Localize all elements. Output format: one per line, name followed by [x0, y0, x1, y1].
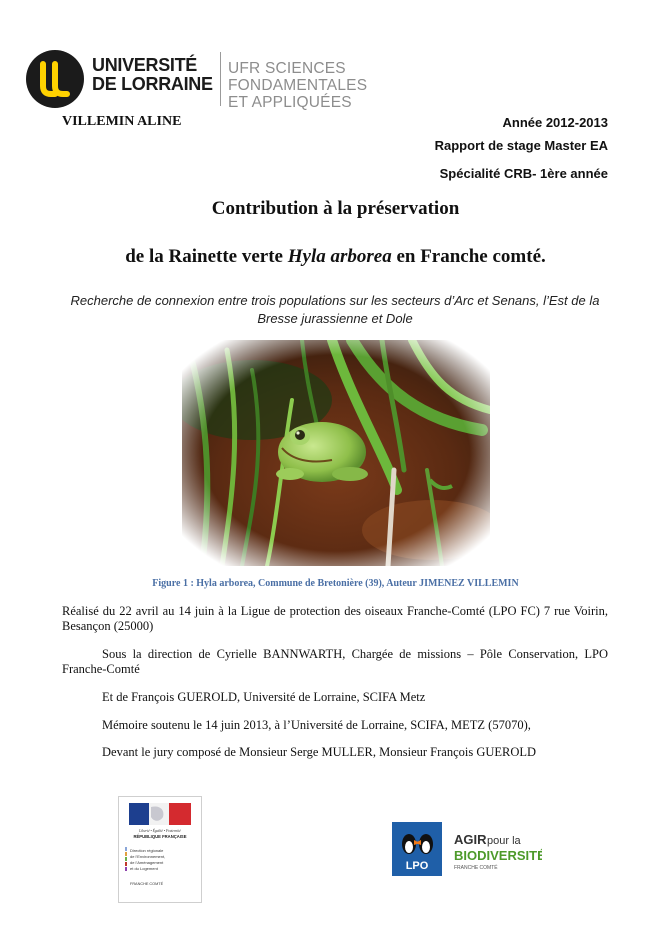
lpo-region: FRANCHE COMTÉ [454, 865, 498, 871]
dreal-line2: de l'Environnement, [130, 854, 166, 859]
internship-location: Réalisé du 22 avril au 14 juin à la Ligue de protection des oiseaux Franche-Comté (LPO FC) 7 rue Voirin, Besançon (25000) [62, 604, 608, 633]
title-line2 [0, 246, 671, 268]
supervisor-1: Sous la direction de Cyrielle BANNWARTH, Chargée de missions – Pôle Conservation, LPO Franche-Comté [62, 647, 608, 676]
lpo-badge-text: LPO [405, 860, 429, 872]
ufr-name [228, 60, 468, 111]
ul-monogram-icon [26, 50, 84, 108]
dreal-logo [118, 796, 202, 903]
dreal-region: FRANCHE COMTÉ [130, 882, 164, 886]
title-line2-post: en Franche comté. [391, 246, 546, 267]
lpo-agir: AGIR [454, 832, 487, 847]
logo-divider [220, 52, 221, 106]
lpo-biodiversite: BIODIVERSITÉ [454, 848, 542, 863]
republic-motto: Liberté • Égalité • Fraternité [139, 829, 181, 833]
academic-year: Année 2012-2013 [502, 115, 608, 130]
ufr-name-line2: ET APPLIQUÉES [228, 94, 352, 111]
figure-caption: Figure 1 : Hyla arborea, Commune de Bretonière (39), Auteur JIMENEZ VILLEMIN [152, 578, 519, 589]
subtitle: Recherche de connexion entre trois populations sur les secteurs d’Arc et Senans, l’Est de la Bresse jurassienne et Dole [70, 293, 600, 326]
defense-info: Mémoire soutenu le 14 juin 2013, à l’Université de Lorraine, SCIFA, METZ (57070), [102, 718, 531, 732]
university-logo [26, 50, 426, 112]
university-name-line2: DE LORRAINE [92, 74, 213, 94]
ufr-name-line1: UFR SCIENCES FONDAMENTALES [228, 60, 368, 94]
speciality: Spécialité CRB- 1ère année [439, 166, 608, 181]
university-name [92, 56, 216, 94]
dreal-line3: de l'Aménagement [130, 860, 164, 865]
dreal-line1: Direction régionale [130, 848, 164, 853]
university-name-line1: UNIVERSITÉ [92, 55, 198, 75]
report-type: Rapport de stage Master EA [434, 138, 608, 153]
author-name: VILLEMIN ALINE [62, 114, 182, 129]
dreal-line4: et du Logement [130, 866, 158, 871]
title-line2-pre: de la Rainette verte [125, 246, 288, 267]
tree-frog-photo [182, 340, 490, 566]
jury-info: Devant le jury composé de Monsieur Serge MULLER, Monsieur François GUEROLD [102, 745, 537, 759]
supervisor-2: Et de François GUEROLD, Université de Lorraine, SCIFA Metz [102, 690, 426, 704]
title-line1: Contribution à la préservation [211, 198, 460, 219]
lpo-pour-la: pour la [487, 835, 521, 847]
lpo-logo [392, 822, 542, 880]
title-species: Hyla arborea [287, 246, 392, 267]
republic-name: RÉPUBLIQUE FRANÇAISE [133, 834, 187, 839]
